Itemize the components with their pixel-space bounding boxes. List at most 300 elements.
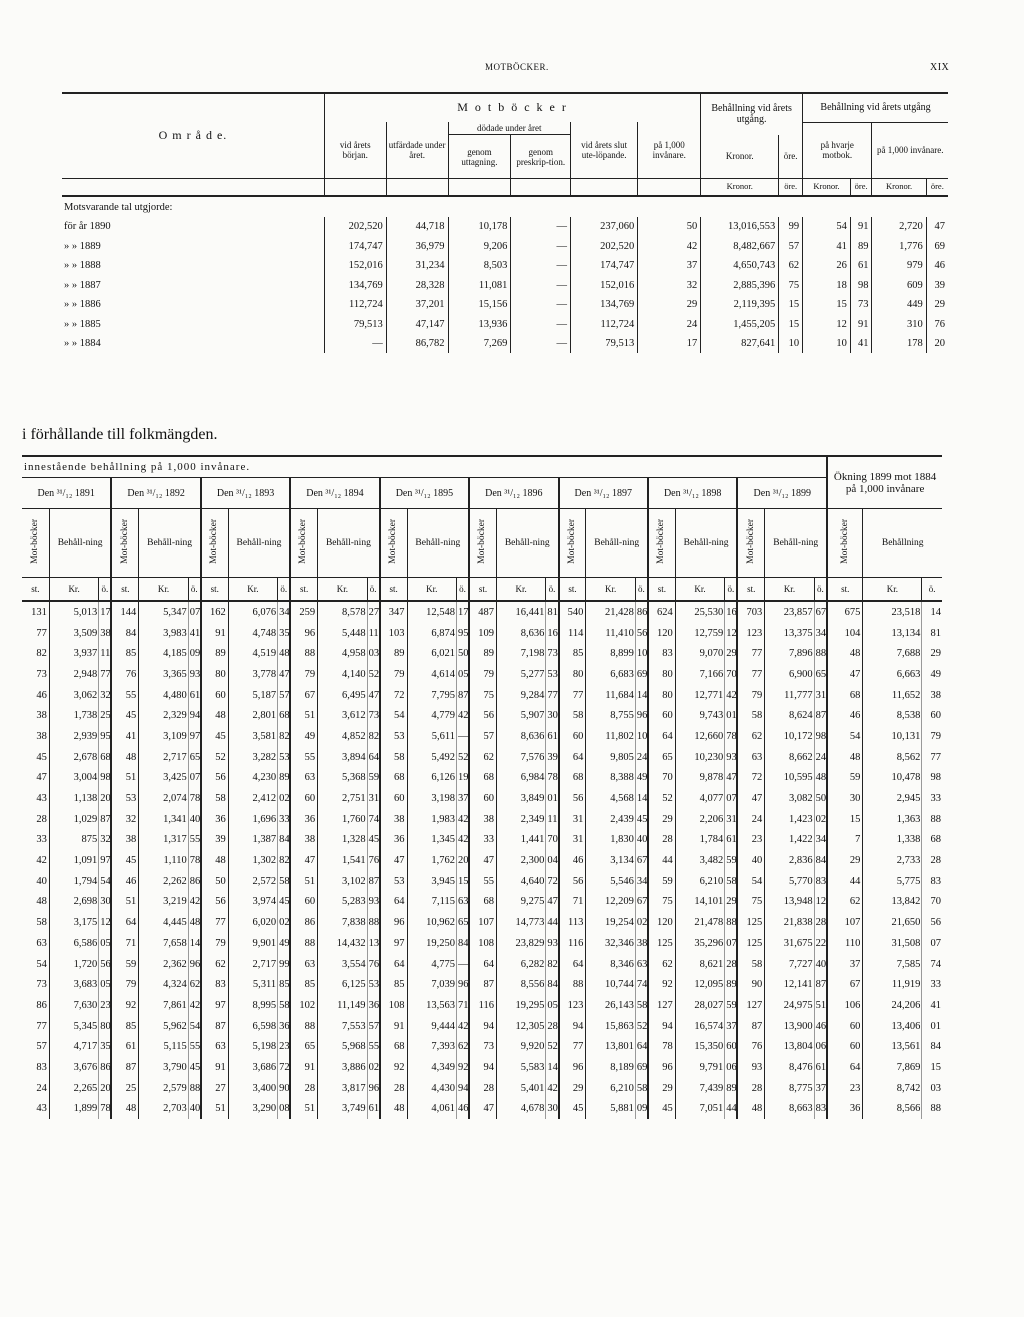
kronor-cell: 1,302 xyxy=(228,850,277,871)
kronor-cell: 13,948 xyxy=(765,892,814,913)
cell-per1000: 29 xyxy=(638,295,701,315)
summary-table xyxy=(62,92,948,353)
count-cell: 116 xyxy=(559,933,586,954)
kronor-cell: 1,328 xyxy=(318,830,367,851)
ore-cell: 96 xyxy=(188,954,201,975)
ore-cell: 86 xyxy=(188,871,201,892)
cell-end: 152,016 xyxy=(571,275,638,295)
table-row xyxy=(22,871,942,892)
kronor-cell: 3,581 xyxy=(228,726,277,747)
ore-cell: 36 xyxy=(278,1016,291,1037)
cell-per1000: 42 xyxy=(638,236,701,256)
ore-cell: 61 xyxy=(725,830,738,851)
table-row xyxy=(62,236,948,256)
count-cell: 76 xyxy=(111,664,138,685)
unit-st: st. xyxy=(201,578,228,602)
kronor-cell: 24,975 xyxy=(765,995,814,1016)
ore-cell: 30 xyxy=(546,705,559,726)
kronor-cell: 2,948 xyxy=(49,664,98,685)
table-row xyxy=(22,643,942,664)
dead-presc-header: genom preskrip-tion. xyxy=(511,135,571,179)
section-label: Motsvarande tal utgjorde: xyxy=(64,201,173,213)
cell-start: 112,724 xyxy=(324,295,386,315)
kronor-cell: 8,566 xyxy=(863,1099,922,1120)
kronor-cell: 4,480 xyxy=(139,685,188,706)
ore-cell: 33 xyxy=(922,788,942,809)
count-cell: 64 xyxy=(380,954,407,975)
unit-ore: öre. xyxy=(779,135,803,179)
kronor-cell: 5,907 xyxy=(496,705,545,726)
table-row xyxy=(22,726,942,747)
row-label: » » 1888 xyxy=(64,260,101,272)
cell-presc: — xyxy=(511,334,571,354)
kronor-cell: 1,983 xyxy=(407,809,456,830)
kronor-cell: 4,430 xyxy=(407,1078,456,1099)
ore-cell: 41 xyxy=(188,623,201,644)
count-cell: 75 xyxy=(737,892,764,913)
motbocker-col-header xyxy=(22,509,49,578)
kronor-cell: 3,365 xyxy=(139,664,188,685)
kronor-cell: 6,020 xyxy=(228,912,277,933)
count-cell: 55 xyxy=(290,747,317,768)
kronor-cell: 8,775 xyxy=(765,1078,814,1099)
ore-cell: 76 xyxy=(367,850,380,871)
ore-cell: 70 xyxy=(922,892,942,913)
ore-cell: 78 xyxy=(99,1099,112,1120)
count-cell: 54 xyxy=(827,726,863,747)
count-cell: 89 xyxy=(380,643,407,664)
unit-st: st. xyxy=(111,578,138,602)
area-header: O m r å d e. xyxy=(62,93,324,179)
unit-kr: Kr. xyxy=(49,578,98,602)
kronor-cell: 6,598 xyxy=(228,1016,277,1037)
ore-cell: 29 xyxy=(725,643,738,664)
kronor-cell: 1,760 xyxy=(318,809,367,830)
count-cell: 30 xyxy=(827,788,863,809)
per-inh-header: på 1,000 invånare. xyxy=(872,122,948,179)
kronor-cell: 6,663 xyxy=(863,664,922,685)
ore-cell: 28 xyxy=(546,1016,559,1037)
kronor-cell: 9,920 xyxy=(496,1036,545,1057)
kronor-cell: 1,696 xyxy=(228,809,277,830)
ore-cell: 46 xyxy=(814,1016,827,1037)
count-cell: 56 xyxy=(201,768,228,789)
kronor-cell: 7,795 xyxy=(407,685,456,706)
unit-ore: öre. xyxy=(850,179,872,197)
cell-use: 10,178 xyxy=(448,217,511,237)
year-header: Den ³¹/₁₂ 1895 xyxy=(380,478,469,509)
row-label: » » 1886 xyxy=(64,299,101,311)
motbocker-label: Mot-böcker xyxy=(387,519,398,564)
cell-bal_kr: 2,119,395 xyxy=(701,295,779,315)
kronor-cell: 1,899 xyxy=(49,1099,98,1120)
ore-cell: 97 xyxy=(188,726,201,747)
table-row xyxy=(22,892,942,913)
count-cell: 51 xyxy=(290,1099,317,1120)
ore-cell: 02 xyxy=(635,912,648,933)
kronor-cell: 4,519 xyxy=(228,643,277,664)
count-cell: 83 xyxy=(648,643,675,664)
cell-end: 202,520 xyxy=(571,236,638,256)
count-cell: 62 xyxy=(469,747,496,768)
kronor-cell: 5,187 xyxy=(228,685,277,706)
kronor-cell: 3,894 xyxy=(318,747,367,768)
kronor-cell: 3,778 xyxy=(228,664,277,685)
ore-cell: 28 xyxy=(922,850,942,871)
ore-cell: 63 xyxy=(456,892,469,913)
year-header: Den ³¹/₁₂ 1894 xyxy=(290,478,379,509)
count-cell: 44 xyxy=(827,871,863,892)
count-cell: 79 xyxy=(201,933,228,954)
count-cell: 28 xyxy=(648,830,675,851)
kronor-cell: 23,518 xyxy=(863,601,922,623)
count-cell: 54 xyxy=(380,705,407,726)
motbocker-label: Mot-böcker xyxy=(566,519,577,564)
kronor-cell: 4,140 xyxy=(318,664,367,685)
count-cell: 33 xyxy=(469,830,496,851)
count-cell: 86 xyxy=(290,912,317,933)
kronor-cell: 5,583 xyxy=(496,1057,545,1078)
ore-cell: 45 xyxy=(278,892,291,913)
kronor-cell: 9,070 xyxy=(675,643,724,664)
ore-cell: 56 xyxy=(922,912,942,933)
count-cell: 60 xyxy=(469,788,496,809)
ore-cell: 93 xyxy=(367,892,380,913)
cell-pi_kr: 2,720 xyxy=(872,217,926,237)
kronor-cell: 3,290 xyxy=(228,1099,277,1120)
row-label: » » 1885 xyxy=(64,318,101,330)
ore-cell: 58 xyxy=(635,1078,648,1099)
count-cell: 103 xyxy=(380,623,407,644)
count-cell: 45 xyxy=(111,850,138,871)
count-cell: 46 xyxy=(36,689,47,701)
ore-cell: 74 xyxy=(367,809,380,830)
kronor-cell: 6,900 xyxy=(765,664,814,685)
count-cell: 56 xyxy=(201,892,228,913)
kronor-cell: 7,166 xyxy=(675,664,724,685)
ore-cell: 35 xyxy=(99,1036,112,1057)
kronor-cell: 6,125 xyxy=(318,974,367,995)
ore-cell: 71 xyxy=(456,995,469,1016)
ore-cell: 77 xyxy=(922,747,942,768)
count-cell: 68 xyxy=(469,892,496,913)
per-capita-table xyxy=(22,455,942,1119)
kronor-cell: 12,548 xyxy=(407,601,456,623)
kronor-cell: 1,762 xyxy=(407,850,456,871)
count-cell: 120 xyxy=(648,623,675,644)
kronor-cell: 9,275 xyxy=(496,892,545,913)
cell-end: 174,747 xyxy=(571,256,638,276)
kronor-cell: 5,968 xyxy=(318,1036,367,1057)
ore-cell: 92 xyxy=(456,1057,469,1078)
ore-cell: 96 xyxy=(456,974,469,995)
ore-cell: 95 xyxy=(456,623,469,644)
kronor-cell: 6,210 xyxy=(586,1078,635,1099)
count-cell: 123 xyxy=(737,623,764,644)
ore-cell: 95 xyxy=(99,726,112,747)
table-row xyxy=(22,1057,942,1078)
count-cell: 92 xyxy=(111,995,138,1016)
ore-cell: 05 xyxy=(456,664,469,685)
cell-bal_kr: 1,455,205 xyxy=(701,314,779,334)
ore-cell: 83 xyxy=(814,1099,827,1120)
count-cell: 77 xyxy=(201,912,228,933)
count-cell: 58 xyxy=(737,705,764,726)
kronor-cell: 6,126 xyxy=(407,768,456,789)
unit-kr: Kr. xyxy=(675,578,724,602)
kronor-cell: 2,945 xyxy=(863,788,922,809)
count-cell: 83 xyxy=(36,1061,47,1073)
kronor-cell: 2,362 xyxy=(139,954,188,975)
count-cell: 83 xyxy=(201,974,228,995)
kronor-cell: 10,478 xyxy=(863,768,922,789)
count-cell: 102 xyxy=(290,995,317,1016)
unit-o: ö. xyxy=(725,578,738,602)
behallning-col-header: Behåll-ning xyxy=(765,509,827,578)
kronor-cell: 5,448 xyxy=(318,623,367,644)
ore-cell: 89 xyxy=(725,1078,738,1099)
table-row xyxy=(62,334,948,354)
kronor-cell: 4,061 xyxy=(407,1099,456,1120)
kronor-cell: 21,838 xyxy=(765,912,814,933)
count-cell: 46 xyxy=(559,850,586,871)
kronor-cell: 4,958 xyxy=(318,643,367,664)
ore-cell: 68 xyxy=(922,830,942,851)
unit-kr: Kr. xyxy=(228,578,277,602)
count-cell: 56 xyxy=(559,871,586,892)
count-cell: 60 xyxy=(827,1016,863,1037)
count-cell: 45 xyxy=(559,1099,586,1120)
count-cell: 28 xyxy=(36,813,47,825)
count-cell: 123 xyxy=(559,995,586,1016)
unit-o: ö. xyxy=(278,578,291,602)
cell-start: 79,513 xyxy=(324,314,386,334)
ore-cell: 74 xyxy=(635,974,648,995)
count-cell: 43 xyxy=(36,793,47,805)
cell-end: 112,724 xyxy=(571,314,638,334)
kronor-cell: 4,324 xyxy=(139,974,188,995)
behallning-col-header: Behåll-ning xyxy=(139,509,201,578)
count-cell: 47 xyxy=(469,1099,496,1120)
kronor-cell: 2,698 xyxy=(49,892,98,913)
count-cell: 67 xyxy=(827,974,863,995)
kronor-cell: 4,775 xyxy=(407,954,456,975)
ore-cell: 33 xyxy=(278,809,291,830)
kronor-cell: 3,062 xyxy=(49,685,98,706)
ore-cell: 93 xyxy=(725,747,738,768)
count-cell: 96 xyxy=(380,912,407,933)
ore-cell: 70 xyxy=(725,664,738,685)
ore-cell: 49 xyxy=(922,664,942,685)
count-cell: 80 xyxy=(559,664,586,685)
ore-cell: 81 xyxy=(922,623,942,644)
ore-cell: 83 xyxy=(922,871,942,892)
ore-cell: 61 xyxy=(546,726,559,747)
count-cell: 54 xyxy=(737,871,764,892)
year-header: Den ³¹/₁₂ 1899 xyxy=(737,478,827,509)
page-number: XIX xyxy=(930,62,950,73)
count-cell: 108 xyxy=(469,933,496,954)
kronor-cell: 4,748 xyxy=(228,623,277,644)
cell-pb_ore: 89 xyxy=(850,236,872,256)
count-cell: 96 xyxy=(648,1057,675,1078)
count-cell: 29 xyxy=(559,1078,586,1099)
table-row xyxy=(22,664,942,685)
cell-bal_ore: 15 xyxy=(779,314,803,334)
cell-end: 237,060 xyxy=(571,217,638,237)
kronor-cell: 10,962 xyxy=(407,912,456,933)
ore-cell: 03 xyxy=(922,1078,942,1099)
kronor-cell: 2,074 xyxy=(139,788,188,809)
count-cell: 45 xyxy=(36,751,47,763)
ore-cell: 12 xyxy=(814,892,827,913)
count-cell: 63 xyxy=(290,768,317,789)
kronor-cell: 14,432 xyxy=(318,933,367,954)
count-cell: 70 xyxy=(648,768,675,789)
behallning-col-header: Behållning xyxy=(863,509,942,578)
year-header: Den ³¹/₁₂ 1896 xyxy=(469,478,558,509)
count-cell: 56 xyxy=(469,705,496,726)
ore-cell: 31 xyxy=(725,809,738,830)
kronor-cell: 5,345 xyxy=(49,1016,98,1037)
count-cell: 33 xyxy=(36,834,47,846)
unit-o: ö. xyxy=(922,578,942,602)
ore-cell: 85 xyxy=(278,974,291,995)
kronor-cell: 3,400 xyxy=(228,1078,277,1099)
table-row xyxy=(22,830,942,851)
ore-cell: 79 xyxy=(922,726,942,747)
count-cell: 46 xyxy=(827,705,863,726)
count-cell: 68 xyxy=(380,1036,407,1057)
ore-cell: 17 xyxy=(99,601,112,623)
ore-cell: 06 xyxy=(725,1057,738,1078)
kronor-cell: 3,849 xyxy=(496,788,545,809)
ore-cell: 23 xyxy=(99,995,112,1016)
motbocker-label: Mot-böcker xyxy=(839,519,850,564)
count-cell: 79 xyxy=(290,664,317,685)
kronor-cell: 10,744 xyxy=(586,974,635,995)
cell-pb_kr: 41 xyxy=(803,236,851,256)
count-cell: 48 xyxy=(36,896,47,908)
count-cell: 28 xyxy=(737,1078,764,1099)
count-cell: 36 xyxy=(290,809,317,830)
count-cell: 47 xyxy=(827,664,863,685)
count-cell: 72 xyxy=(380,685,407,706)
count-cell: 48 xyxy=(111,747,138,768)
cell-presc: — xyxy=(511,314,571,334)
ore-cell: 46 xyxy=(456,1099,469,1120)
count-cell: 48 xyxy=(201,705,228,726)
count-cell: 80 xyxy=(648,664,675,685)
table-row xyxy=(22,850,942,871)
count-cell: 89 xyxy=(469,643,496,664)
cell-pi_ore: 69 xyxy=(926,236,948,256)
unit-kr: Kr. xyxy=(765,578,814,602)
count-cell: 87 xyxy=(469,974,496,995)
ore-cell: 02 xyxy=(814,809,827,830)
kronor-cell: 3,886 xyxy=(318,1057,367,1078)
cell-pi_kr: 1,776 xyxy=(872,236,926,256)
kronor-cell: 8,742 xyxy=(863,1078,922,1099)
kronor-cell: 13,801 xyxy=(586,1036,635,1057)
count-cell: 32 xyxy=(111,809,138,830)
ore-cell: 65 xyxy=(188,747,201,768)
ore-cell: 82 xyxy=(546,954,559,975)
ore-cell: 48 xyxy=(188,912,201,933)
count-cell: 61 xyxy=(111,1036,138,1057)
cell-presc: — xyxy=(511,275,571,295)
count-cell: 53 xyxy=(380,726,407,747)
kronor-cell: 4,717 xyxy=(49,1036,98,1057)
table-row xyxy=(22,933,942,954)
ore-cell: 93 xyxy=(546,933,559,954)
ore-cell: 42 xyxy=(456,830,469,851)
kronor-cell: 14,101 xyxy=(675,892,724,913)
ore-cell: 14 xyxy=(188,933,201,954)
ore-cell: 54 xyxy=(188,1016,201,1037)
count-cell: 77 xyxy=(36,627,47,639)
cell-pi_ore: 39 xyxy=(926,275,948,295)
ore-cell: 61 xyxy=(188,685,201,706)
ore-cell: 87 xyxy=(456,685,469,706)
count-cell: 47 xyxy=(469,850,496,871)
kronor-cell: 12,660 xyxy=(675,726,724,747)
ore-cell: 52 xyxy=(367,664,380,685)
ore-cell: 58 xyxy=(278,871,291,892)
motbocker-col-header xyxy=(111,509,138,578)
count-cell: 51 xyxy=(111,892,138,913)
cell-pi_ore: 29 xyxy=(926,295,948,315)
count-cell: 36 xyxy=(380,830,407,851)
ore-cell: 57 xyxy=(278,685,291,706)
cell-bal_ore: 10 xyxy=(779,334,803,354)
kronor-cell: 8,899 xyxy=(586,643,635,664)
count-cell: 60 xyxy=(827,1036,863,1057)
behallning-col-header: Behåll-ning xyxy=(586,509,648,578)
ore-cell: 13 xyxy=(367,933,380,954)
kronor-cell: 31,508 xyxy=(863,933,922,954)
count-cell: 77 xyxy=(559,685,586,706)
ore-cell: 37 xyxy=(725,1016,738,1037)
ore-cell: 07 xyxy=(725,788,738,809)
count-cell: 63 xyxy=(36,937,47,949)
count-cell: 91 xyxy=(290,1057,317,1078)
count-cell: 116 xyxy=(469,995,496,1016)
ore-cell: 72 xyxy=(278,1057,291,1078)
ore-cell: 55 xyxy=(188,1036,201,1057)
count-cell: 36 xyxy=(201,809,228,830)
count-cell: 48 xyxy=(827,643,863,664)
count-cell: 91 xyxy=(380,1016,407,1037)
count-cell: 48 xyxy=(201,850,228,871)
kronor-cell: 7,861 xyxy=(139,995,188,1016)
kronor-cell: 25,530 xyxy=(675,601,724,623)
ore-cell: 47 xyxy=(725,768,738,789)
count-cell: 87 xyxy=(201,1016,228,1037)
ore-cell: 60 xyxy=(922,705,942,726)
count-cell: 57 xyxy=(469,726,496,747)
kronor-cell: 875 xyxy=(49,830,98,851)
motbocker-label: Mot-böcker xyxy=(298,519,309,564)
ore-cell: 54 xyxy=(99,871,112,892)
behallning-col-header: Behåll-ning xyxy=(675,509,737,578)
kronor-cell: 3,683 xyxy=(49,974,98,995)
motbocker-label: Mot-böcker xyxy=(209,519,220,564)
count-cell: 38 xyxy=(469,809,496,830)
cell-issued: 86,782 xyxy=(386,334,448,354)
cell-pb_kr: 26 xyxy=(803,256,851,276)
kronor-cell: 2,412 xyxy=(228,788,277,809)
